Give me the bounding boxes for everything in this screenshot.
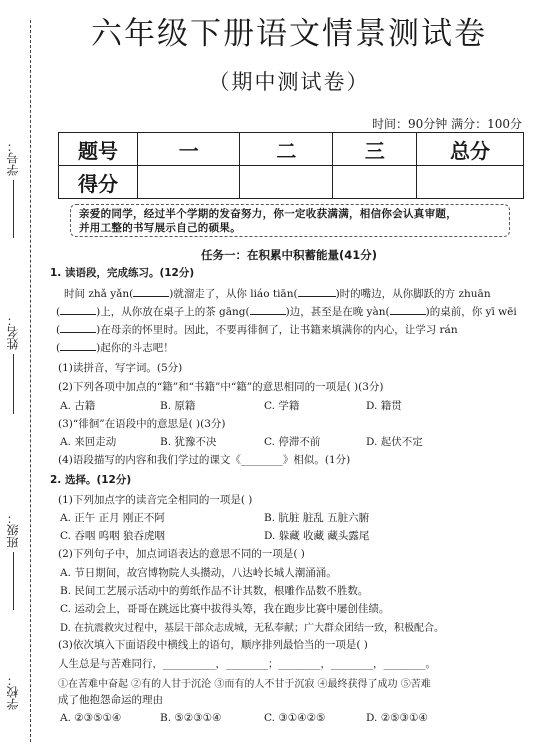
passage-text: ( xyxy=(56,324,61,336)
notice-line: 亲爱的同学，经过半个学期的发奋努力，你一定收获满满，相信你会认真审题， xyxy=(79,208,457,220)
score-table-header-row xyxy=(59,133,524,166)
passage-line xyxy=(56,322,458,337)
page-subtitle: （期中测试卷） xyxy=(208,70,370,94)
class-label: 班级： xyxy=(6,512,20,548)
answer-blank[interactable] xyxy=(60,304,96,315)
name-label: 姓名： xyxy=(6,314,20,350)
passage-text: )起你的斗志吧！ xyxy=(96,342,174,354)
option-choice[interactable]: C. 学籍 xyxy=(264,400,300,412)
task-heading: 任务一：在积累中积蓄能量(41分) xyxy=(200,248,377,262)
passage-text: )就溜走了，从你 liáo tiān( xyxy=(169,288,298,300)
notice-line: 并用工整的书写展示自己的硕果。 xyxy=(79,221,241,234)
passage-line xyxy=(64,286,491,301)
sub-question-text: 人生总是与苦难同行，__________，________；________，________，________。 xyxy=(58,658,436,670)
binding-dashed-line xyxy=(30,20,31,742)
option-choice[interactable]: D. 躲藏 收藏 藏头露尾 xyxy=(264,530,370,542)
binding-sidebar xyxy=(0,0,46,746)
sub-question: (3)依次填入下面语段中横线上的语句，顺序排列最恰当的一项是( ) xyxy=(58,639,368,651)
instructions-notice xyxy=(70,204,510,237)
passage-text: )在母亲的怀里时。因此，不要再徘徊了，让书籍来填满你的内心，让学习 rán xyxy=(96,324,458,336)
score-cell[interactable] xyxy=(138,166,240,199)
option-choice[interactable]: D. 籍贯 xyxy=(366,400,402,412)
option-choice[interactable]: A. ②③⑤①④ xyxy=(60,712,122,724)
score-header-cell: 三 xyxy=(333,133,417,166)
option-choice[interactable]: C. 运动会上，哥哥在跳远比赛中拔得头筹，我在跑步比赛中屡创佳绩。 xyxy=(60,603,390,615)
school-label: 学校： xyxy=(6,674,20,710)
score-table xyxy=(58,132,524,199)
option-choice[interactable]: A. 古籍 xyxy=(60,400,96,412)
sub-question: (4)语段描写的内容和我们学过的课文《________》相似。(1分) xyxy=(58,454,351,466)
answer-blank[interactable] xyxy=(60,340,96,351)
passage-text: ( xyxy=(56,306,61,318)
sub-question: (2)下列句子中，加点词语表达的意思不同的一项是( ) xyxy=(58,548,305,560)
passage-text: )时的嘴边，从你脚跃的方 zhuān xyxy=(335,288,491,300)
answer-blank[interactable] xyxy=(390,304,426,315)
option-choice[interactable]: D. ②⑤③①④ xyxy=(366,712,428,724)
score-row-label: 得分 xyxy=(59,166,138,199)
student-id-field[interactable] xyxy=(13,180,14,238)
sub-question: (2)下列各项中加点的“籍”和“书籍”中“籍”的意思相同的一项是( )(3分) xyxy=(58,381,384,393)
option-choice[interactable]: D. 起伏不定 xyxy=(366,436,423,448)
score-header-cell: 总分 xyxy=(417,133,524,166)
answer-blank[interactable] xyxy=(133,286,169,297)
passage-text: ( xyxy=(56,342,61,354)
score-header-cell: 一 xyxy=(138,133,240,166)
class-field[interactable] xyxy=(13,552,14,610)
score-cell[interactable] xyxy=(240,166,333,199)
passage-line xyxy=(56,340,174,355)
time-score-info: 时间：90分钟 满分：100分 xyxy=(372,117,522,131)
passage-text: 时间 zhǎ yǎn( xyxy=(64,288,134,300)
sentence-items: ①在苦难中奋起 ②有的人甘于沉沦 ③而有的人不甘于沉寂 ④最终获得了成功 ⑤苦难 xyxy=(58,679,431,690)
answer-blank[interactable] xyxy=(250,304,286,315)
answer-blank[interactable] xyxy=(298,286,336,297)
sentence-items: 成了他抱怨命运的理由 xyxy=(58,694,163,706)
sub-question: (1)下列加点字的读音完全相同的一项是( ) xyxy=(58,494,253,506)
page-title: 六年级下册语文情景测试卷 xyxy=(91,16,487,52)
option-choice[interactable]: B. 肮脏 脏乱 五脏六腑 xyxy=(264,512,370,524)
passage-text: )的桌前，你 yī wēi xyxy=(425,306,517,318)
passage-text: )上，从你放在桌子上的茶 gāng( xyxy=(96,306,250,318)
sub-question: (3)“徘徊”在语段中的意思是( )(3分) xyxy=(58,418,226,430)
student-id-label: 学号： xyxy=(6,140,20,176)
option-choice[interactable]: B. 犹豫不决 xyxy=(160,436,217,448)
exam-page xyxy=(48,0,530,746)
answer-blank[interactable] xyxy=(60,322,96,333)
sub-question: (1)读拼音，写字词。(5分) xyxy=(58,362,183,374)
score-cell[interactable] xyxy=(417,166,524,199)
score-header-cell: 二 xyxy=(240,133,333,166)
passage-text: )边，甚至是在晚 yàn( xyxy=(285,306,390,318)
option-choice[interactable]: A. 来回走动 xyxy=(60,436,117,448)
question-1-heading: 1. 读语段，完成练习。(12分) xyxy=(50,267,195,279)
question-2-heading: 2. 选择。(12分) xyxy=(50,474,132,486)
option-choice[interactable]: D. 在抗震救灾过程中，基层干部众志成城，无私奉献；广大群众团结一致，积极配合。 xyxy=(60,623,445,634)
option-choice[interactable]: B. 原籍 xyxy=(160,400,196,412)
option-choice[interactable]: C. 停滞不前 xyxy=(264,436,321,448)
option-choice[interactable]: C. ③①④②⑤ xyxy=(264,712,326,724)
score-table-score-row xyxy=(59,166,524,199)
option-choice[interactable]: C. 吞咽 呜咽 狼吞虎咽 xyxy=(60,530,166,542)
option-choice[interactable]: B. 民间工艺展示活动中的剪纸作品不计其数，根雕作品数不胜数。 xyxy=(60,585,369,597)
score-cell[interactable] xyxy=(333,166,417,199)
option-choice[interactable]: B. ⑤②③①④ xyxy=(160,712,222,724)
option-choice[interactable]: A. 正午 正月 刚正不阿 xyxy=(60,512,165,524)
passage-line xyxy=(56,304,517,319)
score-header-cell: 题号 xyxy=(59,133,138,166)
option-choice[interactable]: A. 节日期间，故宫博物院人头攒动，八达岭长城人潮涌涌。 xyxy=(60,567,337,579)
name-field[interactable] xyxy=(13,354,14,414)
